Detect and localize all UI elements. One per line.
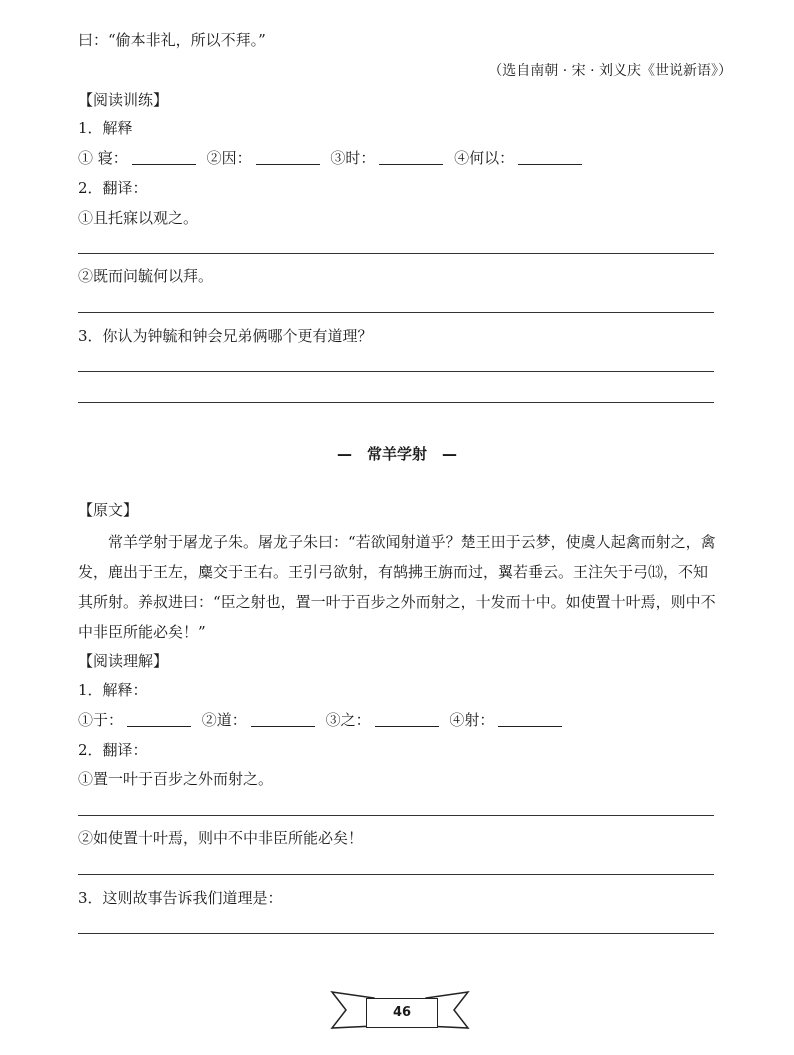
translation-item: ②既而问毓何以拜。 <box>78 267 214 285</box>
answer-blank[interactable] <box>518 150 582 165</box>
blank-label: ②因： <box>206 149 252 167</box>
translation-item: ②如使置十叶焉，则中不中非臣所能必矣！ <box>78 829 364 847</box>
reading-comprehension-heading: 【阅读理解】 <box>78 652 169 670</box>
answer-blank[interactable] <box>256 150 320 165</box>
blank-label: ① 寝： <box>78 149 128 167</box>
q1-blanks <box>78 148 588 168</box>
answer-blank[interactable] <box>379 150 443 165</box>
page-number: 46 <box>366 998 438 1028</box>
q1-label: 1．解释： <box>78 681 148 699</box>
original-text: 常羊学射于屠龙子朱。屠龙子朱曰：“若欲闻射道乎？楚王田于云梦，使虞人起禽而射之，禽发，鹿出于王左，麋交于王右。王引弓欲射，有鹄拂王旃而过，翼若垂云。王注矢于弓⒀，不知其所射。养叔进曰：“臣之射也，置一叶于百步之外而射之，十发而十中。如使置十叶焉，则中不中非臣所能必矣！” <box>78 533 716 641</box>
q1-label: 1．解释 <box>78 119 133 137</box>
answer-blank[interactable] <box>375 712 439 727</box>
answer-blank[interactable] <box>251 712 315 727</box>
q2-label: 2．翻译： <box>78 741 148 759</box>
answer-line[interactable] <box>78 933 714 934</box>
answer-line[interactable] <box>78 253 714 254</box>
blank-label: ①于： <box>78 711 124 729</box>
answer-line[interactable] <box>78 371 714 372</box>
translation-item: ①置一叶于百步之外而射之。 <box>78 770 274 788</box>
original-heading: 【原文】 <box>78 501 139 519</box>
blank-label: ④何以： <box>454 149 515 167</box>
answer-blank[interactable] <box>127 712 191 727</box>
story-title: — 常羊学射 — <box>336 445 457 463</box>
answer-line[interactable] <box>78 312 714 313</box>
answer-blank[interactable] <box>132 150 196 165</box>
answer-blank[interactable] <box>498 712 562 727</box>
q3-question: 3．这则故事告诉我们道理是： <box>78 889 283 907</box>
q2-label: 2．翻译： <box>78 179 148 197</box>
quote-line: 曰：“偷本非礼，所以不拜。” <box>78 31 266 49</box>
source-citation: （选自南朝 · 宋 · 刘义庆《世说新语》） <box>488 63 732 79</box>
blank-label: ③时： <box>330 149 376 167</box>
reading-training-heading: 【阅读训练】 <box>78 91 169 109</box>
q3-question: 3．你认为钟毓和钟会兄弟俩哪个更有道理？ <box>78 327 373 345</box>
answer-line[interactable] <box>78 402 714 403</box>
q1-blanks <box>78 710 568 730</box>
blank-label: ④射： <box>449 711 495 729</box>
translation-item: ①且托寐以观之。 <box>78 209 199 227</box>
page-footer <box>330 988 470 1032</box>
blank-label: ③之： <box>325 711 371 729</box>
answer-line[interactable] <box>78 815 714 816</box>
blank-label: ②道： <box>201 711 247 729</box>
answer-line[interactable] <box>78 874 714 875</box>
